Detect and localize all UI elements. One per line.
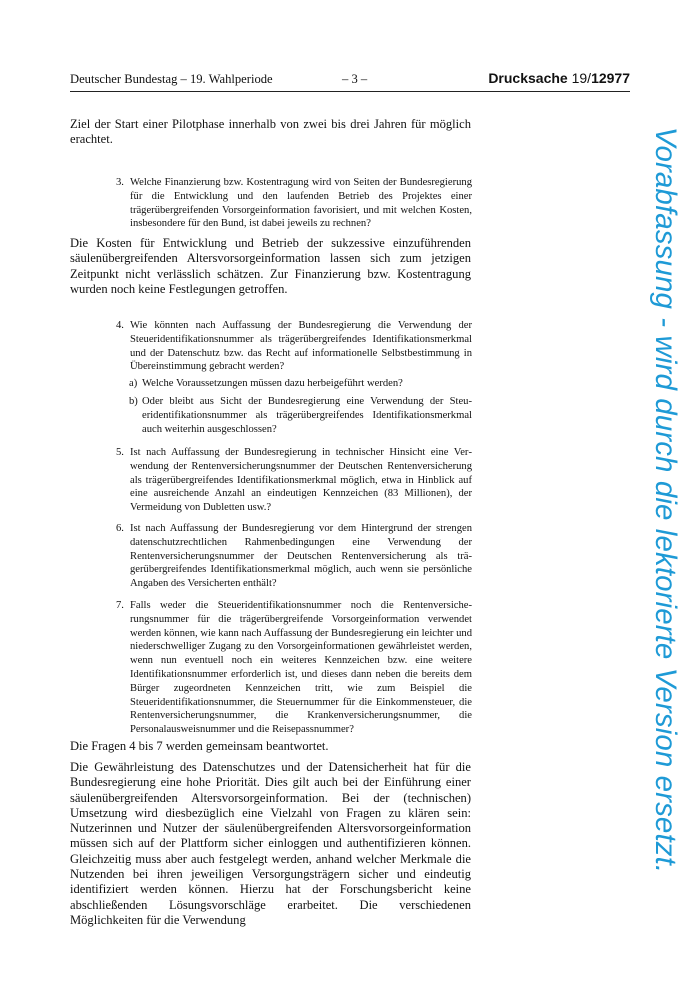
- answer-paragraph-costs: Die Kosten für Entwicklung und Betrieb der sukzessive einzuführenden säulenübergreifenden Altersvorsorgeinformation lassen sich zum jetzigen Zeitpunkt nicht verlässlich schätzen. Zur Finanzierung bzw. Kostentragung wurden noch keine Festlegungen getroffen.: [70, 236, 471, 296]
- page-number: – 3 –: [342, 72, 368, 86]
- question-text: Falls weder die Steueridentifikationsnummer noch die Rentenversicherungsnummer für die trägerübergreifende Vorsorgeinformation verwendet werden können, wie kann nach Auffassung der Bundesregierung ein leichter und niederschwelliger Zugang zu den Vorsorgeinformationen gewährleistet werden, wenn nun eventuell noch ein weiteres Kennzeichen bzw. eine weitere Identifikationsnummer erforderlich ist, und dieses dann neben die bereits dem Bürger zugeordneten Kennzeichen tritt, wie zum Beispiel die Steueridentifikationsnummer, die Steuernummer für die Einkommensteuer, die Rentenversicherungsnummer, die Krankenversicherungsnummer, die Personalausweisnummer und die Reisepassnummer?: [130, 600, 472, 736]
- question-number: 6.: [116, 523, 124, 534]
- answer-paragraph-intro: Ziel der Start einer Pilotphase innerhalb von zwei bis drei Jahren für möglich erachtet.: [70, 117, 471, 147]
- document-number: [488, 70, 630, 87]
- subquestion-text: Welche Voraussetzungen müssen dazu herbeigeführt werden?: [142, 378, 403, 389]
- document-id: 12977: [591, 70, 630, 86]
- question-text: Ist nach Auffassung der Bundesregierung in technischer Hinsicht eine Verwendung der Rentenversicherungsnummer der Deutschen Rentenversicherung als trägerübergreifendes Identifikationsmerkmal möglich, etwa in Hinblick auf eine ausreichende Anzahl an eindeutigen Kennzeichen (83 Millionen), der Vermeidung von Dubletten usw.?: [130, 447, 472, 514]
- document-prefix: 19/: [571, 70, 592, 86]
- question-number: 5.: [116, 447, 124, 458]
- question-text: Ist nach Auffassung der Bundesregierung vor dem Hintergrund der strengen datenschutzrechtlichen Rahmenbedingungen eine Verwendung der Rentenversicherungsnummer der Deutschen Rentenversicherung als trägerübergreifendes Identifikationsmerkmal möglich, auch wenn sie persönliche Angaben des Versicherten enthält?: [130, 523, 472, 590]
- answer-intro-line: Die Fragen 4 bis 7 werden gemeinsam beantwortet.: [70, 739, 329, 753]
- question-5: [116, 446, 472, 515]
- question-number: 4.: [116, 320, 124, 331]
- subquestion-text: Oder bleibt aus Sicht der Bundesregierung eine Verwendung der Steueridentifikationsnummer als trägerübergreifendes Identifikationsmerkmal auch weiterhin ausgeschlossen?: [142, 396, 472, 435]
- draft-watermark: Vorabfassung - wird durch die lektorierte Version ersetzt.: [649, 126, 682, 874]
- subquestion-letter: b): [129, 396, 138, 407]
- header-parliament: Deutscher Bundestag – 19. Wahlperiode: [70, 72, 273, 86]
- question-4: [116, 319, 472, 374]
- question-text: Welche Finanzierung bzw. Kostentragung wird von Seiten der Bundesregierung für die Entwicklung und den laufenden Betrieb des Projektes einer trägerübergreifenden Vorsorgeinformation favorisiert, und mit welchen Kosten, insbesondere für den Bund, ist dabei jeweils zu rechnen?: [130, 177, 472, 230]
- subquestion-letter: a): [129, 378, 138, 389]
- question-4a: [129, 377, 472, 391]
- question-6: [116, 522, 472, 591]
- question-number: 7.: [116, 600, 124, 611]
- page-header: [70, 71, 630, 92]
- question-number: 3.: [116, 177, 124, 188]
- document-label: Drucksache: [488, 70, 568, 86]
- question-text: Wie könnten nach Auffassung der Bundesregierung die Verwendung der Steueridentifikationsnummer als trägerübergreifendes Identifikationsmerkmal und der Datenschutz bzw. das Recht auf informationelle Selbstbestimmung in Übereinstimmung gebracht werden?: [130, 320, 472, 373]
- question-3: [116, 176, 472, 231]
- question-7: [116, 599, 472, 737]
- question-4b: [129, 395, 472, 436]
- answer-paragraph-datenschutz: Die Gewährleistung des Datenschutzes und der Datensicherheit hat für die Bundesregierung eine hohe Priorität. Dies gilt auch bei der Einführung einer säulenübergreifenden Altersvorsorgeinformation. Bei der (technischen) Umsetzung wird diesbezüglich eine Vielzahl von Fragen zu klären sein: Nutzerinnen und Nutzer der säulenübergreifenden Altersvorsorgeinformation müssen sich auf der Plattform sicher einloggen und authentifizieren können. Gleichzeitig muss aber auch festgelegt werden, anhand welcher Merkmale die Nutzenden bei ihren jeweiligen Versorgungsträgern sicher und eindeutig identifiziert werden können. Hierzu hat der Forschungsbericht keine abschließenden Lösungsvorschläge erarbeitet. Die verschiedenen Möglichkeiten für die Verwendung: [70, 760, 471, 927]
